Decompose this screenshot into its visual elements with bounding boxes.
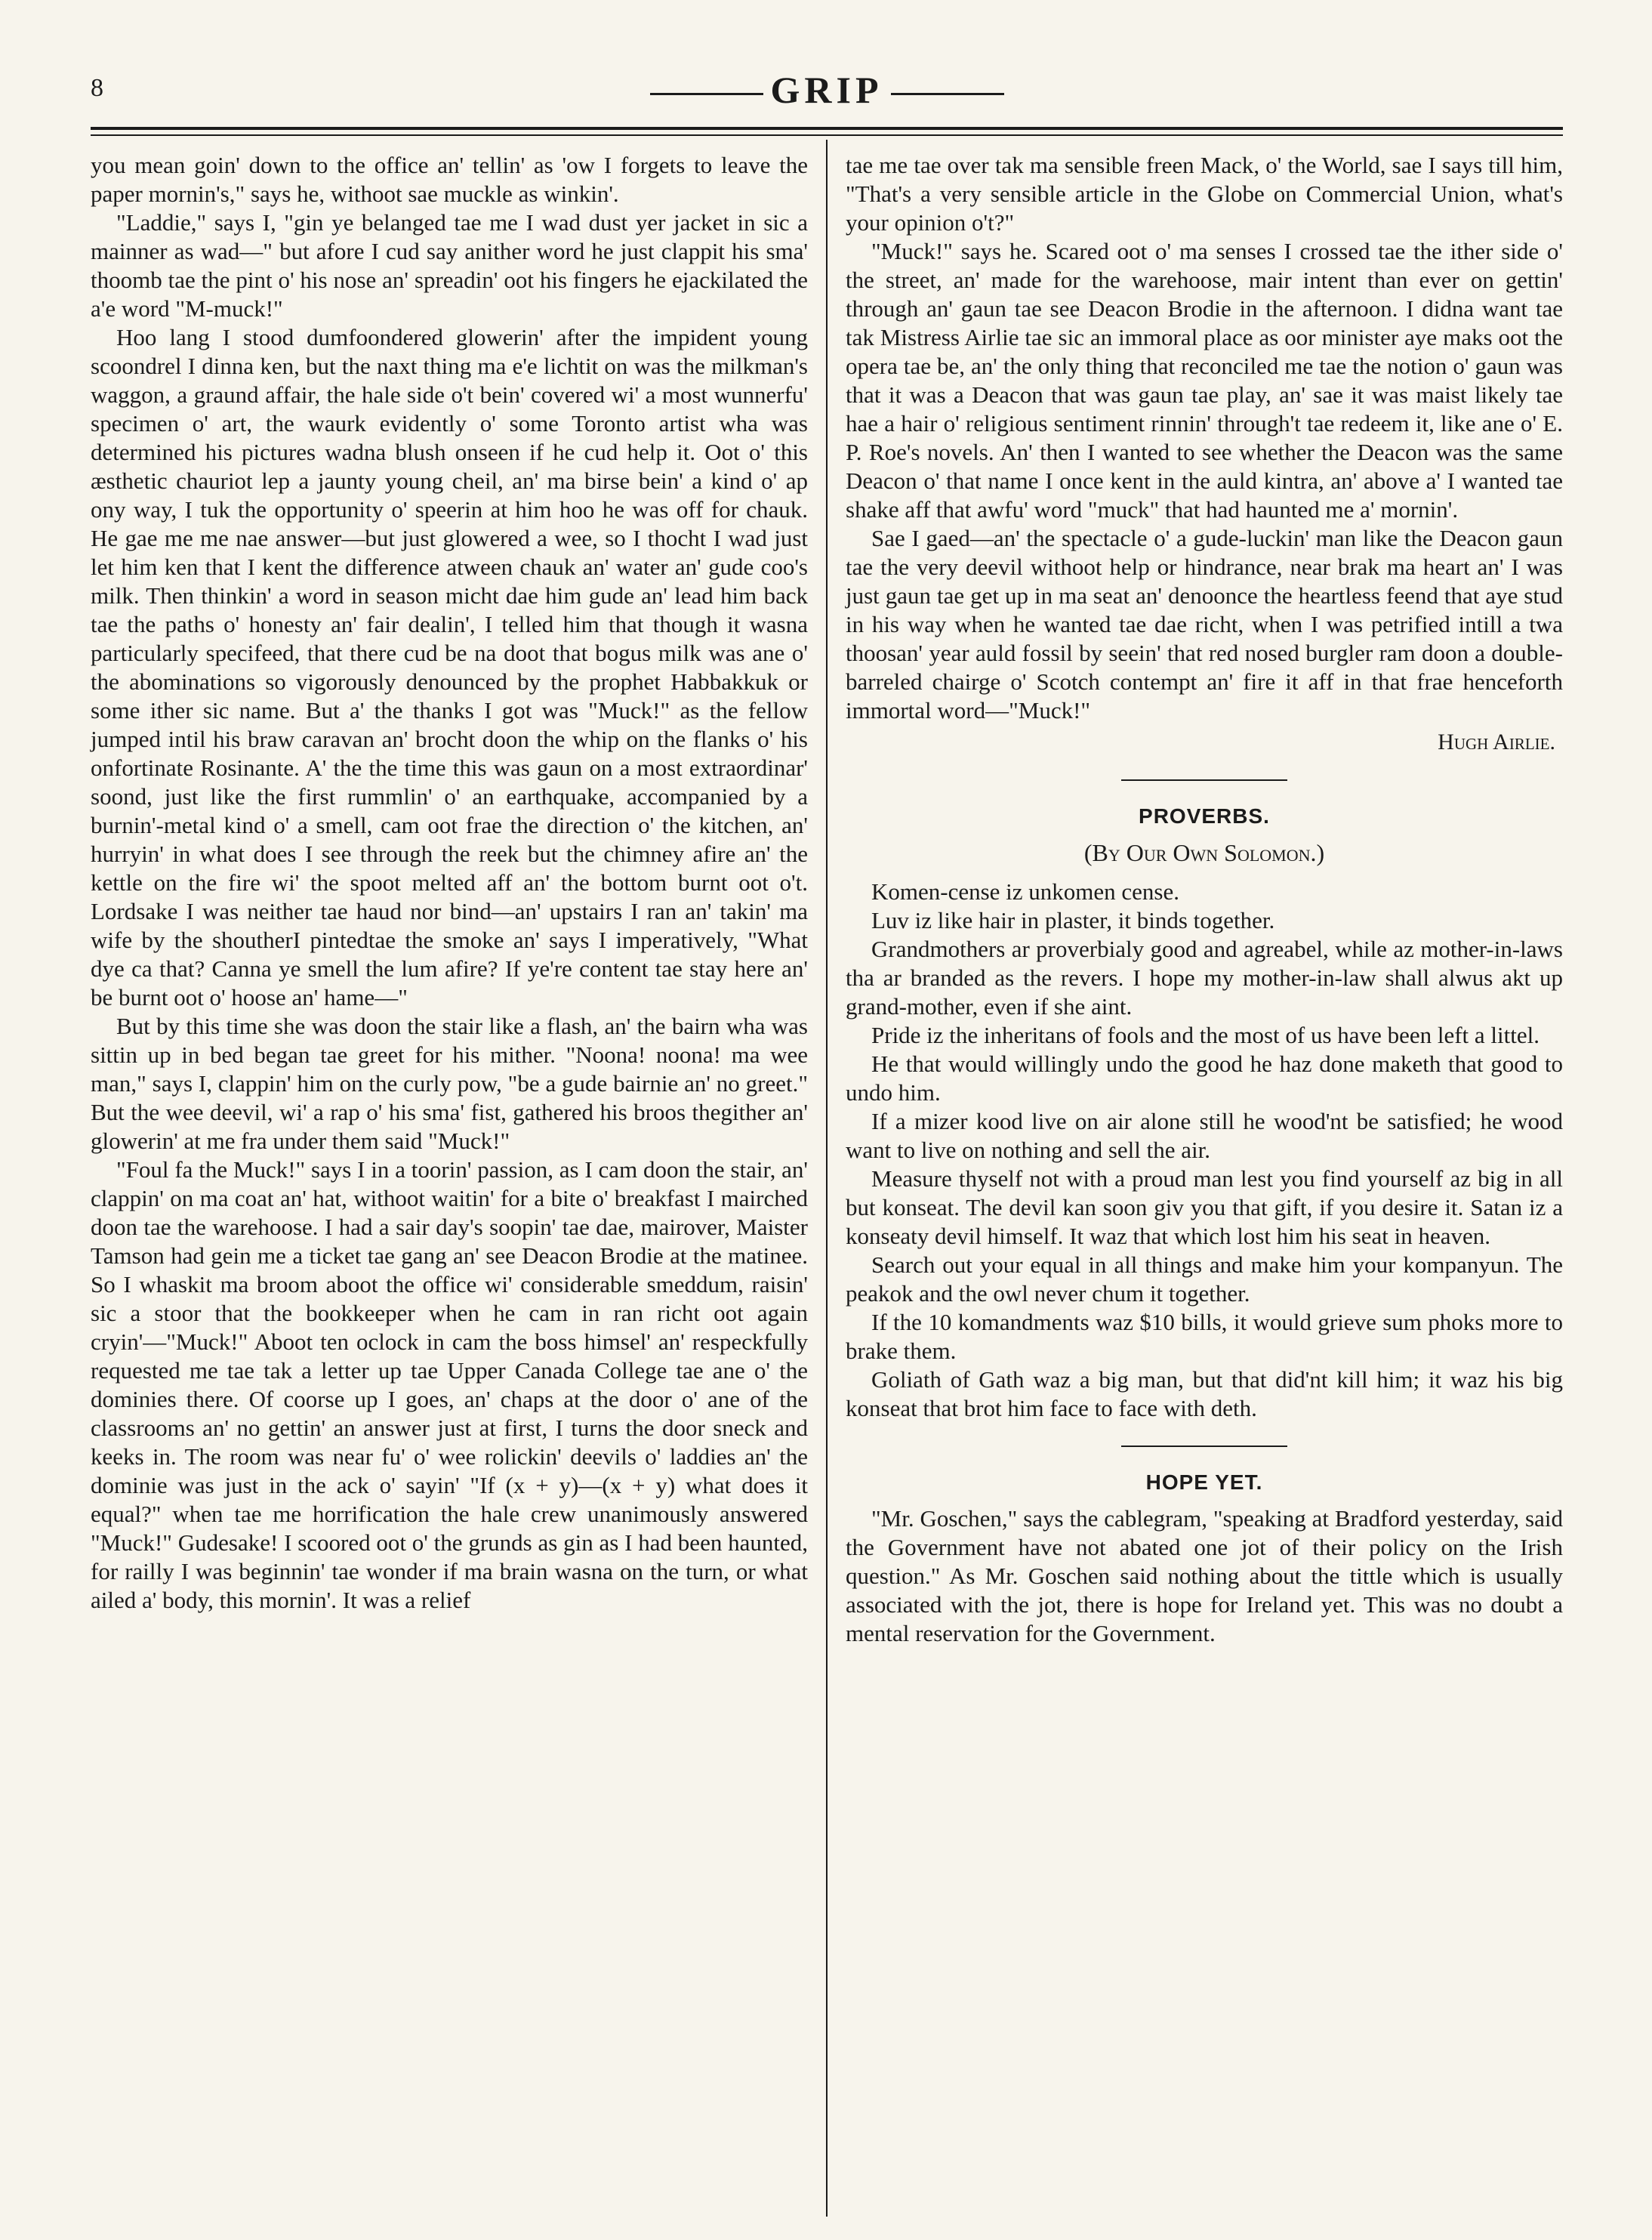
story-paragraph: Hoo lang I stood dumfoondered glowerin' after the impident young scoondrel I dinna ken, but the naxt thing ma e'e lichtit on was the milkman's waggon, a graund affair, the hale side o't bein' covered wi' a most wunnerfu' specimen o' art, the waurk evidently o' some Toronto artist wha was determined his pictures wadna blush onseen if he cud help it. Oot o' this æsthetic chauriot lep a jaunty young cheil, an' ma birse bein' a kind o' ap ony way, I tuk the opportunity o' speerin at him hoo he was off for chauk. He gae me me nae answer—but just glowered a wee, so I thocht I wad just let him ken that I kent the difference atween chauk an' water an' gude coo's milk. Then thinkin' a word in season micht dae him gude an' lead him back tae the paths o' honesty an' fair dealin', I telled him that though it wasna particularly specifeed, that there cud be na doot that bogus milk was ane o' the abominations so vigorously denounced by the prophet Habbakkuk or some ither sic name. But a' the thanks I got was "Muck!" as the fellow jumped intil his braw caravan an' brocht doon the whip on the flanks o' his onfortinate Rosinante. A' the the time this was gaun on a most extraordinar' soond, just like the first rummlin' o' an earthquake, accompanied by a burnin'-metal kind o' a smell, cam oot frae the direction o' the kitchen, an' hurryin' in what does I see through the reek but the chimney afire an' the kettle on the fire wi' the spoot melted aff an' the bottom burnt oot o't. Lordsake I was neither tae haud nor bind—an' upstairs I ran an' takin' ma wife by the shoutherI pintedtae the smoke an' says I imperatively, "What dye ca that? Canna ye smell the lum afire? If ye're content tae stay here an' be burnt oot o' hoose an' hame—" [91,324,808,1010]
proverb-item: Measure thyself not with a proud man lest you find yourself az big in all but konseat. The devil kan soon giv you that gift, if you desire it. Satan iz a konseaty devil himself. It waz that which lost him his seat in heaven. [846,1165,1563,1249]
section-divider [1121,1446,1287,1447]
story-paragraph: you mean goin' down to the office an' tellin' as 'ow I forgets to leave the paper mornin's," says he, withoot sae muckle as winkin'. [91,152,808,207]
masthead-rule-right [891,93,1004,95]
proverb-item: Pride iz the inheritans of fools and the most of us have been left a littel. [871,1022,1540,1048]
story-paragraph: tae me tae over tak ma sensible freen Mack, o' the World, sae I says till him, "That's a very sensible article in the Globe on Commercial Union, what's your opinion o't?" [846,152,1563,236]
right-column [846,151,1563,1648]
masthead-title: GRIP [770,69,883,111]
proverbs-byline: (By Our Own Solomon.) [1083,839,1325,866]
page-header [91,68,1563,121]
story-paragraph: But by this time she was doon the stair like a flash, an' the bairn wha was sittin up in bed began tae greet for his mither. "Noona! noona! ma wee man," says I, clappin' him on the curly pow, "be a gude bairnie an' no greet." But the wee deevil, wi' a rap o' his sma' fist, gathered his broos thegither an' glowerin' at me fra under them said "Muck!" [91,1013,808,1154]
page-number: 8 [91,74,103,102]
proverb-item: He that would willingly undo the good he haz done maketh that good to undo him. [846,1051,1563,1106]
proverb-item: Search out your equal in all things and make him your kompanyun. The peakok and the owl never chum it together. [846,1251,1563,1307]
proverb-item: Goliath of Gath waz a big man, but that did'nt kill him; it waz his big konseat that brot him face to face with deth. [846,1366,1563,1421]
proverb-item: Grandmothers ar proverbialy good and agreabel, while az mother-in-laws tha ar branded as the revers. I hope my mother-in-law shall alwus akt up grand-mother, even if she aint. [846,936,1563,1020]
story-paragraph: "Muck!" says he. Scared oot o' ma senses I crossed tae the ither side o' the street, an' made for the warehoose, mair intent than ever on gettin' through an' gaun tae see Deacon Brodie in the afternoon. I didna want tae tak Mistress Airlie tae sic an immoral place as oor minister aye maks oot the opera tae be, an' the only thing that reconciled me tae the notion o' gaun was that it was a Deacon that was gaun tae play, an' sae it was maist likely tae hae a hair o' religious sentiment rinnin' through't tae redeem it, like ane o' E. P. Roe's novels. An' then I wanted to see whether the Deacon was the same Deacon o' that name I once kent in the auld kintra, an' above a' I wanted tae shake aff that awfu' word "muck" that had haunted me a' mornin'. [846,238,1563,523]
masthead [91,68,1563,112]
proverb-item: If a mizer kood live on air alone still he wood'nt be satisfied; he wood want to live on nothing and sell the air. [846,1108,1563,1163]
story-paragraph: "Laddie," says I, "gin ye belanged tae me I wad dust yer jacket in sic a mainner as wad—" but afore I cud say anither word he just clappit his sma' thoomb tae the pint o' his nose an' spreadin' oot his fingers he ejackilated the a'e word "M-muck!" [91,209,808,322]
author-signature: Hugh Airlie. [1438,730,1555,754]
header-rule-thin [91,134,1563,136]
proverb-item: If the 10 komandments waz $10 bills, it would grieve sum phoks more to brake them. [846,1309,1563,1364]
masthead-rule-left [650,93,763,95]
proverbs-title: PROVERBS. [1139,804,1270,828]
left-column [91,151,808,1615]
header-rule-thick [91,127,1563,130]
hope-yet-paragraph: "Mr. Goschen," says the cablegram, "speaking at Bradford yesterday, said the Government have not abated one jot of their policy on the Irish question." As Mr. Goschen said nothing about the tittle which is usually associated with the jot, there is hope for Ireland yet. This was no doubt a mental reservation for the Government. [846,1505,1563,1646]
story-paragraph: Sae I gaed—an' the spectacle o' a gude-luckin' man like the Deacon gaun tae the very deevil withoot help or hindrance, near brak ma heart an' I was just gaun tae get up in ma seat an' denoonce the heartless feend that aye stud in his way when he wanted tae dae richt, when I was petrified intill a twa thoosan' year auld fossil by seein' that red nosed burgler ram doon a double-barreled chairge o' Scotch contempt an' fire it aff in that frae henceforth immortal word—"Muck!" [846,525,1563,724]
proverb-item: Komen-cense iz unkomen cense. [871,878,1180,905]
column-divider [826,140,828,2217]
hope-yet-title: HOPE YET. [1145,1470,1263,1494]
proverb-item: Luv iz like hair in plaster, it binds together. [871,907,1275,933]
section-divider [1121,779,1287,781]
story-paragraph: "Foul fa the Muck!" says I in a toorin' passion, as I cam doon the stair, an' clappin' on ma coat an' hat, withoot waitin' for a bite o' breakfast I mairched doon tae the warehoose. I had a sair day's soopin' tae dae, mairover, Maister Tamson had gein me a ticket tae gang an' see Deacon Brodie at the matinee. So I whaskit ma broom aboot the office wi' considerable smeddum, raisin' sic a stoor that the bookkeeper when he cam in ran richt oot again cryin'—"Muck!" Aboot ten oclock in cam the boss himsel' an' respeckfully requested me tae tak a letter up tae Upper Canada College tae ane o' the dominies there. Of coorse up I goes, an' chaps at the door o' ane of the classrooms an' no gettin' an answer just at first, I turns the door sneck and keeks in. The room was near fu' o' wee rolickin' deevils o' laddies an' the dominie was just in the ack o' sayin' "If (x + y)—(x + y) what does it equal?" when tae me horrification the hale crew unanimously answered "Muck!" Gudesake! I scoored oot o' the grunds as gin as I had been haunted, for railly I was beginnin' tae wonder if ma brain wasna on the turn, or what ailed a' body, this mornin'. It was a relief [91,1156,808,1613]
